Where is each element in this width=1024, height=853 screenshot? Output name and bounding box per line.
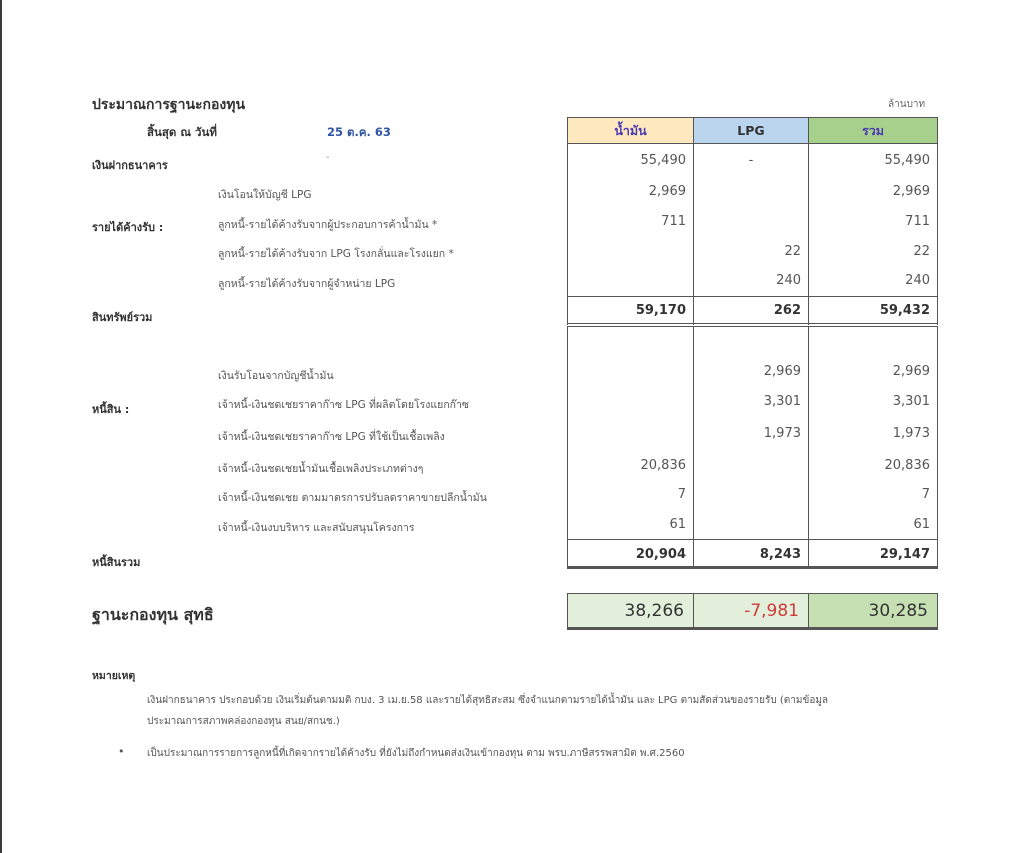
total-liabilities-lpg: 8,243 <box>759 547 801 562</box>
total-liabilities-label: หนี้สินรวม <box>92 556 141 569</box>
receivable-row-total: 240 <box>905 273 930 288</box>
liability-row-oil: 7 <box>677 487 686 502</box>
note-line-1: เงินฝากธนาคาร ประกอบด้วย เงินเริ่มต้นตามมติ กบง. 3 เม.ย.58 และรายได้สุทธิสะสม ซึ่งจำแนกตามรายได้น้ำมัน และ LPG ตามสัดส่วนของรายรับ (ตามข้อมูล <box>147 695 829 706</box>
column-header-oil: น้ำมัน <box>567 117 694 144</box>
assets-total-bottom-rule <box>567 323 938 324</box>
transfer-lpg-total: 2,969 <box>892 184 930 199</box>
as-of-date: 25 ต.ค. 63 <box>327 125 391 139</box>
liability-row-label: เจ้าหนี้-เงินชดเชยราคาก๊าซ LPG ที่ผลิตโดยโรงแยกก๊าซ <box>218 399 470 411</box>
net-position-total: 30,285 <box>808 593 938 630</box>
liabilities-section-label: หนี้สิน : <box>92 403 130 416</box>
net-position-label: ฐานะกองทุน สุทธิ <box>92 605 214 624</box>
liability-row-label: เจ้าหนี้-เงินชดเชยน้ำมันเชื้อเพลิงประเภทต่างๆ <box>218 463 424 475</box>
unit-label: ล้านบาท <box>888 99 926 110</box>
assets-block <box>567 143 938 325</box>
net-position-lpg: -7,981 <box>693 593 809 630</box>
col-divider <box>693 326 694 568</box>
liability-row-lpg: 3,301 <box>763 394 801 409</box>
col-divider <box>808 143 809 325</box>
liability-row-label: เงินรับโอนจากบัญชีน้ำมัน <box>218 370 334 382</box>
liability-row-lpg: 1,973 <box>763 426 801 441</box>
total-liabilities-oil: 20,904 <box>635 547 686 562</box>
receivable-row-total: 711 <box>905 214 930 229</box>
liability-row-total: 3,301 <box>892 394 930 409</box>
receivable-row-label: ลูกหนี้-รายได้ค้างรับจาก LPG โรงกลั่นและโรงแยก * <box>218 248 454 260</box>
liabilities-total-top-rule <box>567 539 938 540</box>
as-of-label: สิ้นสุด ณ วันที่ <box>147 125 217 139</box>
column-header-lpg: LPG <box>693 117 809 144</box>
liability-row-label: เจ้าหนี้-เงินงบบริหาร และสนับสนุนโครงการ <box>218 522 415 534</box>
note-line-2: ประมาณการสภาพคล่องกองทุน สนย/สกนช.) <box>147 716 340 727</box>
total-assets-oil: 59,170 <box>635 303 686 318</box>
receivable-row-total: 22 <box>913 244 930 259</box>
total-assets-lpg: 262 <box>773 303 801 318</box>
liability-row-oil: 61 <box>669 517 686 532</box>
total-liabilities-total: 29,147 <box>879 547 930 562</box>
column-header-total: รวม <box>808 117 938 144</box>
bank-deposit-oil: 55,490 <box>640 153 686 168</box>
liability-row-lpg: 2,969 <box>763 364 801 379</box>
col-divider <box>693 143 694 325</box>
bank-deposit-total: 55,490 <box>884 153 930 168</box>
transfer-lpg-oil: 2,969 <box>648 184 686 199</box>
receivable-row-label: ลูกหนี้-รายได้ค้างรับจากผู้จำหน่าย LPG <box>218 278 396 290</box>
receivable-row-oil: 711 <box>661 214 686 229</box>
liabilities-total-bottom-rule <box>567 566 938 569</box>
page-left-border <box>0 0 2 853</box>
liability-row-total: 7 <box>921 487 930 502</box>
liability-row-oil: 20,836 <box>640 458 686 473</box>
report-title: ประมาณการฐานะกองทุน <box>92 97 246 113</box>
total-assets-label: สินทรัพย์รวม <box>92 311 153 324</box>
liability-row-total: 2,969 <box>892 364 930 379</box>
bank-deposit-lpg: - <box>748 153 754 168</box>
dash-mark: - <box>326 152 330 163</box>
receivable-row-lpg: 22 <box>784 244 801 259</box>
liability-row-total: 1,973 <box>892 426 930 441</box>
assets-total-top-rule <box>567 296 938 297</box>
notes-title: หมายเหตุ <box>92 670 136 682</box>
total-assets-total: 59,432 <box>879 303 930 318</box>
liability-row-label: เจ้าหนี้-เงินชดเชย ตามมาตรการปรับลดราคาขายปลีกน้ำมัน <box>218 492 487 504</box>
liability-row-total: 61 <box>913 517 930 532</box>
liability-row-total: 20,836 <box>884 458 930 473</box>
transfer-lpg-label: เงินโอนให้บัญชี LPG <box>218 189 312 201</box>
note-line-3: เป็นประมาณการรายการลูกหนี้ที่เกิดจากรายได้ค้างรับ ที่ยังไม่ถึงกำหนดส่งเงินเข้ากองทุน ตาม พรบ.ภาษีสรรพสามิต พ.ศ.2560 <box>147 748 685 759</box>
receivables-section-label: รายได้ค้างรับ : <box>92 221 164 234</box>
receivable-row-lpg: 240 <box>776 273 801 288</box>
bank-deposit-label: เงินฝากธนาคาร <box>92 159 168 172</box>
bullet-icon: • <box>118 745 125 758</box>
receivable-row-label: ลูกหนี้-รายได้ค้างรับจากผู้ประกอบการค้าน้ำมัน * <box>218 219 438 231</box>
net-position-oil: 38,266 <box>567 593 694 630</box>
liability-row-label: เจ้าหนี้-เงินชดเชยราคาก๊าซ LPG ที่ใช้เป็นเชื้อเพลิง <box>218 431 445 443</box>
